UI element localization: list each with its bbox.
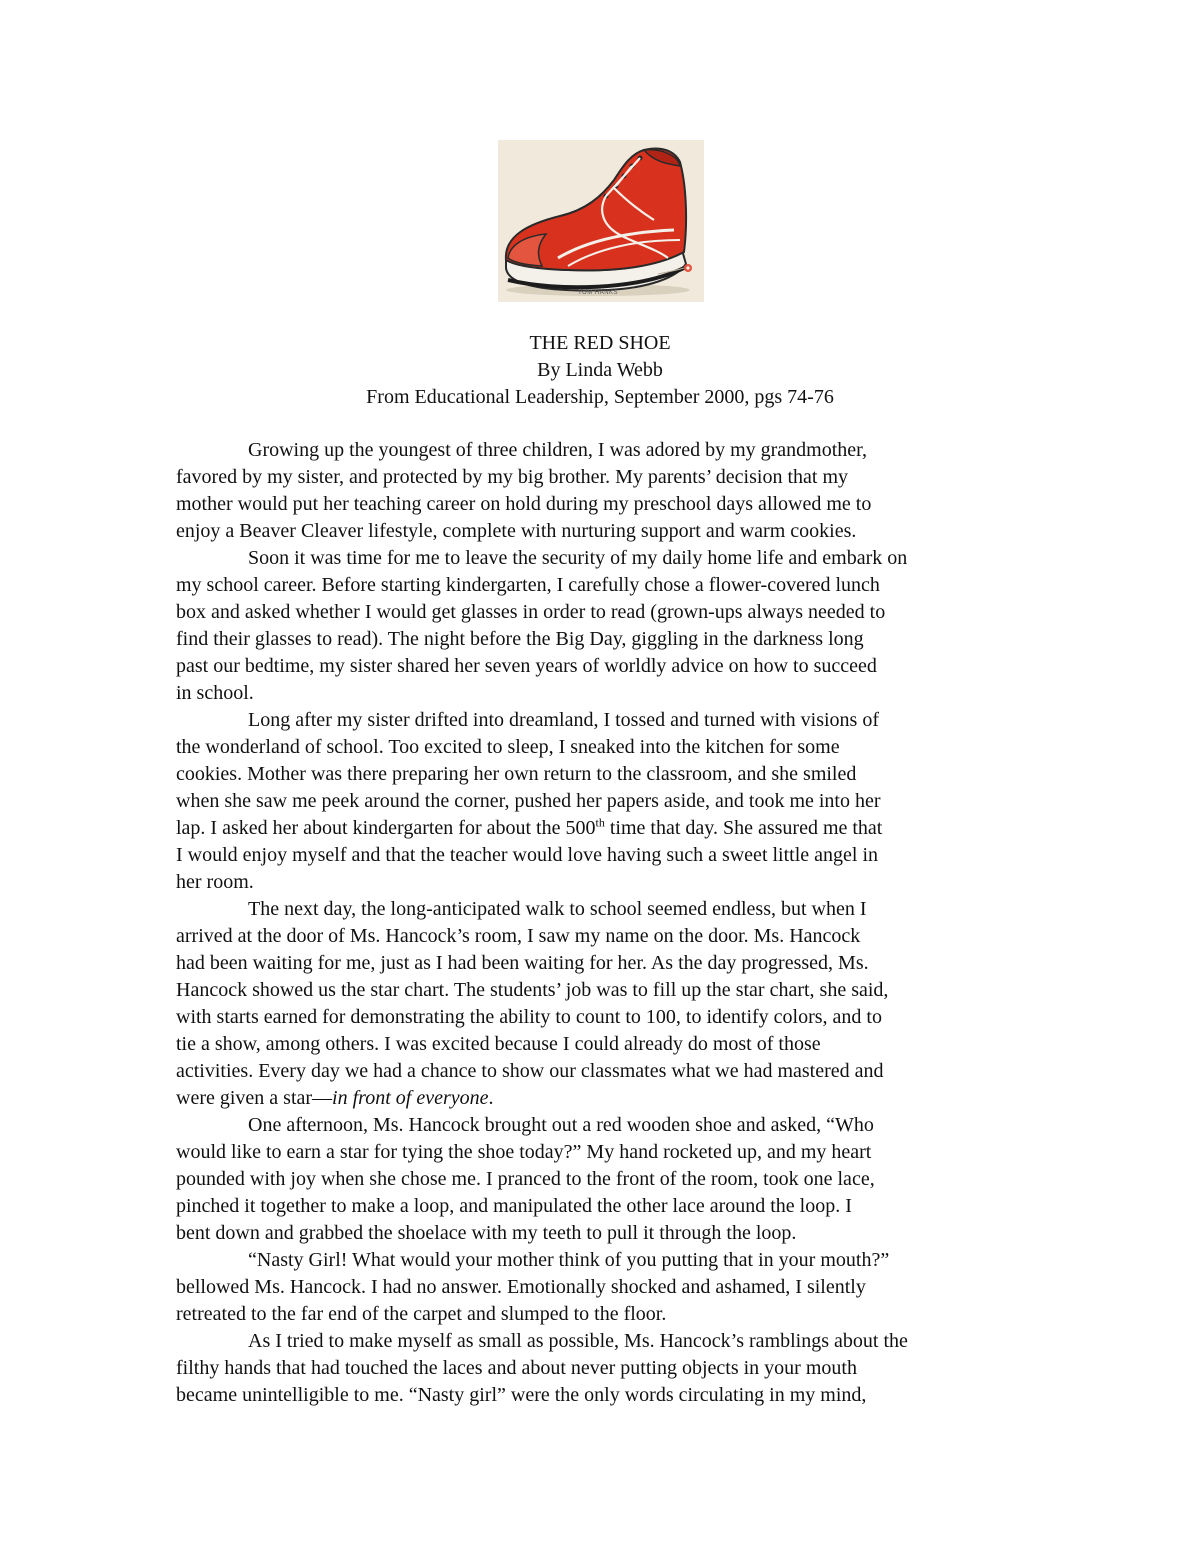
text-line: Hancock showed us the star chart. The students’ job was to fill up the star chart, she said, [176,979,889,1001]
text-line: “Nasty Girl! What would your mother think of you putting that in your mouth?” [248,1249,890,1271]
text-line: One afternoon, Ms. Hancock brought out a red wooden shoe and asked, “Who [248,1114,874,1136]
text-line: pinched it together to make a loop, and manipulated the other lace around the loop. I [176,1195,852,1217]
text-line: As I tried to make myself as small as possible, Ms. Hancock’s ramblings about the [248,1330,908,1352]
document-body [176,437,1026,1409]
text-line: cookies. Mother was there preparing her own return to the classroom, and she smiled [176,763,857,785]
text-line: The next day, the long-anticipated walk to school seemed endless, but when I [248,898,867,920]
text-line: favored by my sister, and protected by my big brother. My parents’ decision that my [176,466,849,488]
paragraph-3 [176,707,1026,896]
text-line: past our bedtime, my sister shared her seven years of worldly advice on how to succeed [176,655,877,677]
text-line: my school career. Before starting kindergarten, I carefully chose a flower-covered lunch [176,574,880,596]
text-line: would like to earn a star for tying the shoe today?” My hand rocketed up, and my heart [176,1141,872,1163]
text-line: the wonderland of school. Too excited to sleep, I sneaked into the kitchen for some [176,736,840,758]
document-page [176,0,1026,1553]
text-line: with starts earned for demonstrating the ability to count to 100, to identify colors, and to [176,1006,882,1028]
text-segment: were given a star— [176,1087,333,1109]
text-line: her room. [176,871,254,893]
text-line: pounded with joy when she chose me. I pranced to the front of the room, took one lace, [176,1168,875,1190]
text-line: when she saw me peek around the corner, pushed her papers aside, and took me into her [176,790,881,812]
text-line: retreated to the far end of the carpet and slumped to the floor. [176,1303,667,1325]
text-line: Soon it was time for me to leave the security of my daily home life and embark on [248,547,908,569]
paragraph-7 [176,1328,1026,1409]
text-line [176,815,1026,842]
text-line: bent down and grabbed the shoelace with my teeth to pull it through the loop. [176,1222,797,1244]
document-title: THE RED SHOE [529,332,671,354]
text-line: box and asked whether I would get glasses in order to read (grown-ups always needed to [176,601,886,623]
text-line: activities. Every day we had a chance to show our classmates what we had mastered and [176,1060,884,1082]
text-line: had been waiting for me, just as I had been waiting for her. As the day progressed, Ms. [176,952,869,974]
paragraph-2 [176,545,1026,707]
text-line [176,1085,1026,1112]
text-segment: time that day. She assured me that [604,817,883,839]
text-line: Growing up the youngest of three children, I was adored by my grandmother, [248,439,868,461]
text-line: arrived at the door of Ms. Hancock’s room, I saw my name on the door. Ms. Hancock [176,925,861,947]
red-shoe-icon [498,140,704,302]
text-line: Long after my sister drifted into dreamland, I tossed and turned with visions of [248,709,879,731]
text-line: tie a show, among others. I was excited because I could already do most of those [176,1033,821,1055]
paragraph-4 [176,896,1026,1112]
text-line: bellowed Ms. Hancock. I had no answer. Emotionally shocked and ashamed, I silently [176,1276,866,1298]
document-header [176,330,1024,411]
paragraph-5 [176,1112,1026,1247]
document-source: From Educational Leadership, September 2000, pgs 74-76 [366,386,834,408]
document-byline: By Linda Webb [537,359,663,381]
text-line: enjoy a Beaver Cleaver lifestyle, complete with nurturing support and warm cookies. [176,520,857,542]
ordinal-suffix: th [595,815,605,830]
text-line: mother would put her teaching career on hold during my preschool days allowed me to [176,493,872,515]
text-segment: . [488,1087,494,1109]
text-segment: lap. I asked her about kindergarten for about the 500 [176,817,596,839]
text-line: I would enjoy myself and that the teacher would love having such a sweet little angel in [176,844,879,866]
emphasis-text: in front of everyone [332,1087,489,1109]
text-line: became unintelligible to me. “Nasty girl” were the only words circulating in my mind, [176,1384,867,1406]
paragraph-1 [176,437,1026,545]
red-shoe-illustration [498,140,704,302]
text-line: find their glasses to read). The night before the Big Day, giggling in the darkness long [176,628,864,650]
artist-signature: TOM HANKS [578,290,619,296]
text-line: filthy hands that had touched the laces and about never putting objects in your mouth [176,1357,857,1379]
paragraph-6 [176,1247,1026,1328]
text-line: in school. [176,682,254,704]
